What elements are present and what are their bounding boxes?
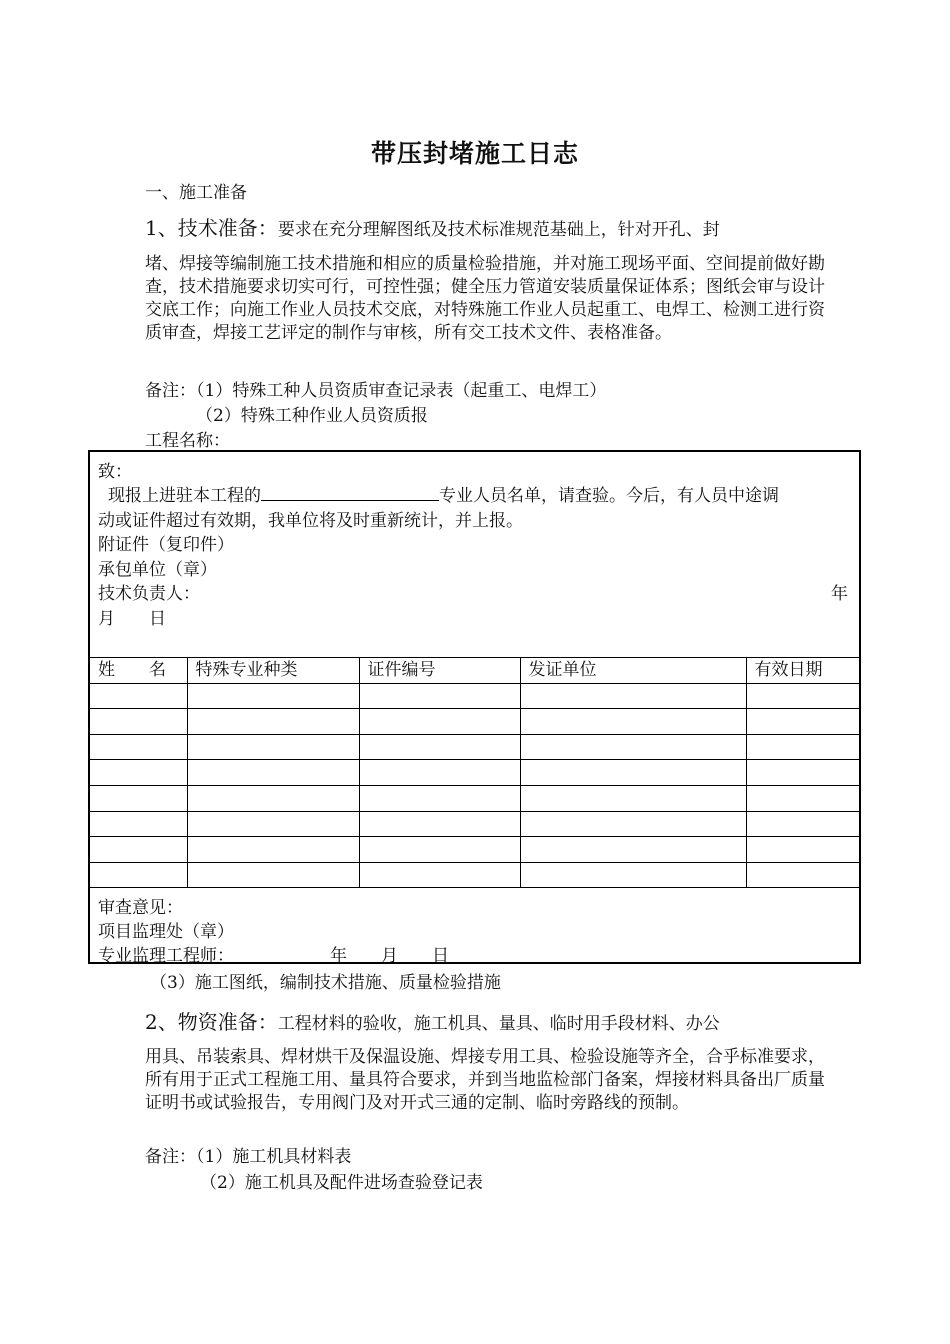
table-cell[interactable] — [359, 683, 520, 709]
table-cell[interactable] — [187, 683, 359, 709]
header-issuer: 发证单位 — [520, 658, 746, 684]
form-line-2: 动或证件超过有效期，我单位将及时重新统计，并上报。 — [98, 511, 523, 531]
form-tech-lead: 技术负责人： — [98, 584, 200, 604]
table-cell[interactable] — [187, 811, 359, 837]
tech-prep-label: 1、技术准备： — [145, 216, 278, 240]
tech-prep-line — [145, 212, 720, 241]
table-cell[interactable] — [746, 811, 861, 837]
table-cell[interactable] — [746, 837, 861, 863]
table-cell[interactable] — [359, 837, 520, 863]
personnel-table — [90, 657, 861, 888]
material-prep-line — [145, 1006, 720, 1035]
material-note-2: （2）施工机具及配件进场查验登记表 — [200, 1173, 483, 1193]
form-supervision-office: 项目监理处（章） — [98, 922, 234, 942]
form-date-sign: 年 月 日 — [330, 946, 449, 966]
table-cell[interactable] — [187, 760, 359, 786]
table-cell[interactable] — [359, 862, 520, 888]
table-cell[interactable] — [520, 760, 746, 786]
table-cell[interactable] — [520, 837, 746, 863]
form-review: 审查意见： — [98, 898, 183, 918]
table-cell[interactable] — [746, 709, 861, 735]
form-month-day: 月 日 — [98, 609, 166, 629]
table-row — [90, 811, 861, 837]
table-cell[interactable] — [90, 734, 187, 760]
material-prep-body: 用具、吊装索具、焊材烘干及保温设施、焊接专用工具、检验设施等齐全，合乎标准要求，所有用于正式工程施工用、量具符合要求，并到当地监检部门备案，焊接材料具备出厂质量证明书或试验报告，专用阀门及对开式三通的定制、临时旁路线的预制。 — [145, 1047, 825, 1113]
form-supervisor: 专业监理工程师： — [98, 946, 234, 966]
note-line-3: （3）施工图纸，编制技术措施、质量检验措施 — [150, 973, 501, 993]
material-note-1: 备注：（1）施工机具材料表 — [145, 1147, 352, 1167]
table-cell[interactable] — [746, 785, 861, 811]
table-cell[interactable] — [520, 811, 746, 837]
blank-underline — [261, 483, 439, 501]
header-cert-no: 证件编号 — [359, 658, 520, 684]
form-attach: 附证件（复印件） — [98, 535, 234, 555]
form-line-1-post: 专业人员名单，请查验。今后，有人员中途调 — [439, 486, 779, 506]
table-cell[interactable] — [520, 734, 746, 760]
qualification-form — [88, 450, 861, 964]
table-cell[interactable] — [359, 709, 520, 735]
table-cell[interactable] — [90, 862, 187, 888]
form-to: 致： — [98, 462, 132, 482]
table-cell[interactable] — [187, 862, 359, 888]
table-cell[interactable] — [90, 760, 187, 786]
note-line-1: 备注：（1）特殊工种人员资质审查记录表（起重工、电焊工） — [145, 381, 607, 401]
table-cell[interactable] — [746, 734, 861, 760]
section-heading: 一、施工准备 — [145, 183, 247, 203]
table-row — [90, 760, 861, 786]
table-row — [90, 862, 861, 888]
table-header-row — [90, 658, 861, 684]
material-prep-label: 2、物资准备： — [145, 1010, 278, 1034]
table-row — [90, 683, 861, 709]
table-cell[interactable] — [187, 709, 359, 735]
table-cell[interactable] — [359, 785, 520, 811]
table-cell[interactable] — [520, 683, 746, 709]
header-type: 特殊专业种类 — [187, 658, 359, 684]
table-cell[interactable] — [187, 837, 359, 863]
form-line-1-pre: 现报上进驻本工程的 — [108, 486, 261, 506]
table-cell[interactable] — [90, 709, 187, 735]
project-name-label: 工程名称： — [145, 431, 230, 451]
table-cell[interactable] — [90, 811, 187, 837]
table-cell[interactable] — [520, 709, 746, 735]
form-contractor: 承包单位（章） — [98, 560, 217, 580]
table-cell[interactable] — [520, 862, 746, 888]
material-prep-first-line: 工程材料的验收，施工机具、量具、临时用手段材料、办公 — [277, 1014, 720, 1034]
page-title: 带压封堵施工日志 — [370, 139, 579, 168]
table-cell[interactable] — [359, 811, 520, 837]
table-cell[interactable] — [90, 837, 187, 863]
tech-prep-body: 堵、焊接等编制施工技术措施和相应的质量检验措施，并对施工现场平面、空间提前做好勘查，技术措施要求切实可行，可控性强；健全压力管道安装质量保证体系；图纸会审与设计交底工作；向施工作业人员技术交底，对特殊施工作业人员起重工、电焊工、检测工进行资质审查，焊接工艺评定的制作与审核，所有交工技术文件、表格准备。 — [145, 254, 825, 343]
table-row — [90, 709, 861, 735]
tech-prep-first-line: 要求在充分理解图纸及技术标准规范基础上，针对开孔、封 — [277, 220, 720, 240]
table-cell[interactable] — [359, 734, 520, 760]
table-row — [90, 837, 861, 863]
table-row — [90, 785, 861, 811]
table-cell[interactable] — [746, 683, 861, 709]
table-cell[interactable] — [520, 785, 746, 811]
table-cell[interactable] — [746, 760, 861, 786]
table-cell[interactable] — [187, 785, 359, 811]
form-year: 年 — [831, 584, 848, 604]
table-cell[interactable] — [90, 785, 187, 811]
note-line-2: （2）特殊工种作业人员资质报 — [196, 406, 428, 426]
header-valid-date: 有效日期 — [746, 658, 861, 684]
table-row — [90, 734, 861, 760]
table-cell[interactable] — [359, 760, 520, 786]
form-line-1 — [108, 481, 779, 506]
table-cell[interactable] — [187, 734, 359, 760]
header-name: 姓 名 — [90, 658, 187, 684]
table-cell[interactable] — [90, 683, 187, 709]
table-cell[interactable] — [746, 862, 861, 888]
